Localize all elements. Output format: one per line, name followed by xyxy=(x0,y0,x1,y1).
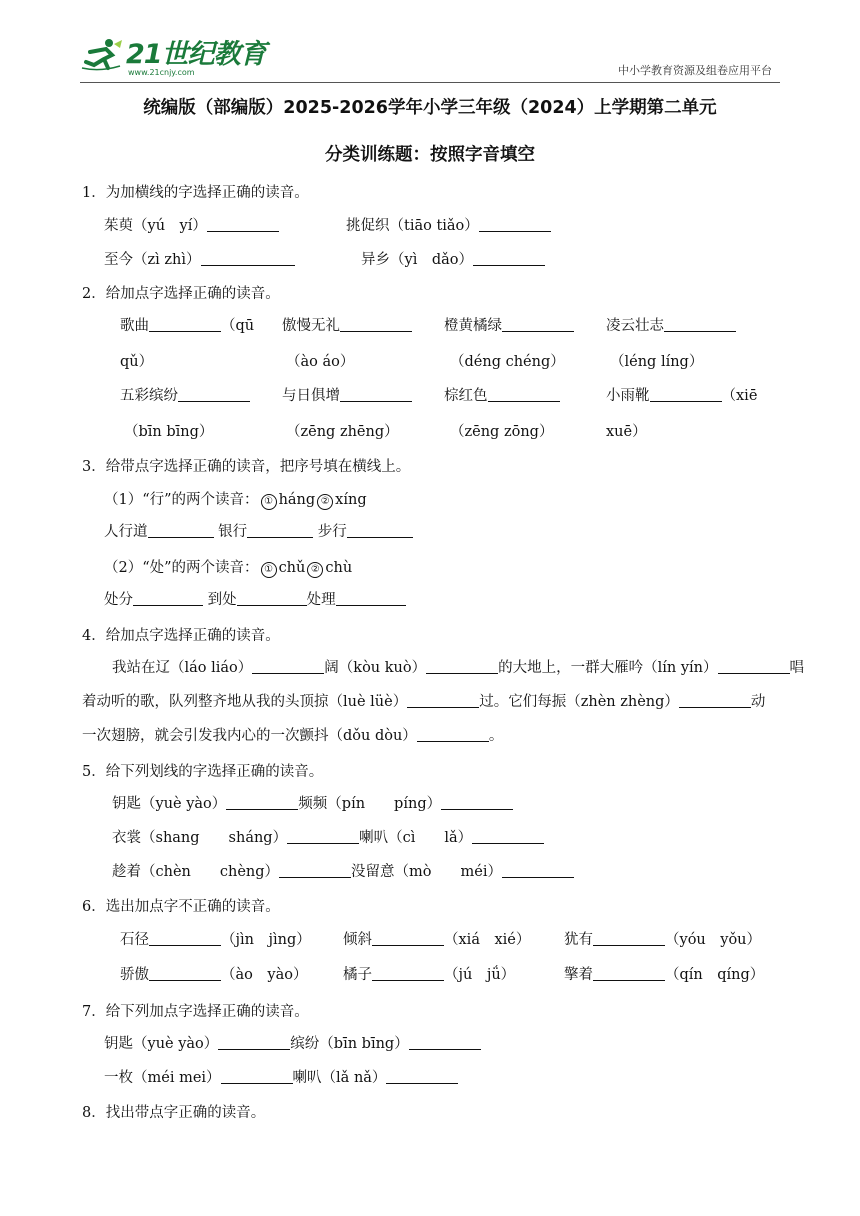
q8-stem: 8．找出带点字正确的读音。 xyxy=(82,1105,266,1121)
answer-blank[interactable] xyxy=(340,385,412,402)
logo-text: 21世纪教育 xyxy=(126,39,266,70)
q7-row: 钥匙（yuè yào） 缤纷（bīn bīng） xyxy=(104,1032,481,1053)
q4-stem: 4．给加点字选择正确的读音。 xyxy=(82,628,280,644)
answer-blank[interactable] xyxy=(386,1067,458,1084)
q1-item: 茱萸（yú yí） xyxy=(104,214,279,235)
q3-row1: 人行道 银行 步行 xyxy=(104,520,413,541)
answer-blank[interactable] xyxy=(247,521,313,538)
answer-blank[interactable] xyxy=(502,315,574,332)
q2-item-cont: xuē） xyxy=(606,424,647,440)
q5-row: 趁着（chèn chèng） 没留意（mò méi） xyxy=(112,860,574,881)
answer-blank[interactable] xyxy=(479,215,551,232)
answer-blank[interactable] xyxy=(679,691,751,708)
q2-item: 小雨靴 （xiē xyxy=(606,384,757,405)
q2-pinyin: （zēng zōng） xyxy=(450,424,554,440)
q6-stem: 6．选出加点字不正确的读音。 xyxy=(82,899,280,915)
q3-stem: 3．给带点字选择正确的读音，把序号填在横线上。 xyxy=(82,459,411,475)
q5-row: 衣裳（shang sháng） 喇叭（cì lǎ） xyxy=(112,826,544,847)
answer-blank[interactable] xyxy=(407,691,479,708)
q2-item: 歌曲 （qū xyxy=(120,314,254,335)
q4-line3: 一次翅膀，就会引发我内心的一次颤抖（dǒu dòu） 。 xyxy=(82,724,503,745)
q2-item: 橙黄橘绿 xyxy=(444,314,574,335)
answer-blank[interactable] xyxy=(218,1033,290,1050)
logo-url: www.21cnjy.com xyxy=(128,68,195,77)
q2-item: 与日俱增 xyxy=(282,384,412,405)
q6-item: 倾斜 （xiá xié） xyxy=(343,928,530,949)
answer-blank[interactable] xyxy=(149,929,221,946)
answer-blank[interactable] xyxy=(336,589,406,606)
q5-stem: 5．给下列划线的字选择正确的读音。 xyxy=(82,764,324,780)
answer-blank[interactable] xyxy=(178,385,250,402)
answer-blank[interactable] xyxy=(237,589,307,606)
answer-blank[interactable] xyxy=(226,793,298,810)
answer-blank[interactable] xyxy=(347,521,413,538)
q3-sub2: （2）“处”的两个读音： ① chǔ ② chù xyxy=(104,560,353,576)
platform-name: 中小学教育资源及组卷应用平台 xyxy=(618,64,772,77)
q2-item: 凌云壮志 xyxy=(606,314,736,335)
q4-line1: 我站在辽（láo liáo） 阔（kòu kuò） 的大地上，一群大雁吟（lín yín） 唱 xyxy=(112,656,804,677)
answer-blank[interactable] xyxy=(664,315,736,332)
answer-blank[interactable] xyxy=(148,521,214,538)
answer-blank[interactable] xyxy=(473,249,545,266)
answer-blank[interactable] xyxy=(279,861,351,878)
answer-blank[interactable] xyxy=(252,657,324,674)
answer-blank[interactable] xyxy=(340,315,412,332)
q2-pinyin: （déng chéng） xyxy=(450,354,565,370)
q2-item: 五彩缤纷 xyxy=(120,384,250,405)
answer-blank[interactable] xyxy=(221,1067,293,1084)
answer-blank[interactable] xyxy=(201,249,295,266)
page-title: 统编版（部编版）2025-2026学年小学三年级（2024）上学期第二单元 xyxy=(143,98,717,118)
answer-blank[interactable] xyxy=(718,657,790,674)
answer-blank[interactable] xyxy=(133,589,203,606)
answer-blank[interactable] xyxy=(149,315,221,332)
runner-icon xyxy=(80,38,124,72)
q7-row: 一枚（méi mei） 喇叭（lǎ nǎ） xyxy=(104,1066,458,1087)
q2-pinyin: （bīn bīng） xyxy=(124,424,214,440)
q2-item-cont: qǔ） xyxy=(120,354,154,370)
answer-blank[interactable] xyxy=(372,964,444,981)
q2-pinyin: （ào áo） xyxy=(286,354,355,370)
q2-item: 傲慢无礼 xyxy=(282,314,412,335)
q1-stem: 1．为加横线的字选择正确的读音。 xyxy=(82,185,309,201)
answer-blank[interactable] xyxy=(593,964,665,981)
q2-item: 棕红色 xyxy=(444,384,560,405)
q2-stem: 2．给加点字选择正确的读音。 xyxy=(82,286,280,302)
answer-blank[interactable] xyxy=(409,1033,481,1050)
answer-blank[interactable] xyxy=(441,793,513,810)
answer-blank[interactable] xyxy=(593,929,665,946)
q2-pinyin: （léng líng） xyxy=(610,354,704,370)
q2-pinyin: （zēng zhēng） xyxy=(286,424,399,440)
q4-line2: 着动听的歌，队列整齐地从我的头顶掠（luè lüè） 过。它们每振（zhèn zhèng） 动 xyxy=(82,690,765,711)
answer-blank[interactable] xyxy=(650,385,722,402)
page-subtitle: 分类训练题：按照字音填空 xyxy=(325,145,535,165)
answer-blank[interactable] xyxy=(488,385,560,402)
answer-blank[interactable] xyxy=(472,827,544,844)
q7-stem: 7．给下列加点字选择正确的读音。 xyxy=(82,1004,309,1020)
q3-sub1: （1）“行”的两个读音： ① háng ② xíng xyxy=(104,492,367,508)
q1-item: 至今（zì zhì） xyxy=(104,248,295,269)
q6-item: 石径 （jìn jìng） xyxy=(120,928,311,949)
q5-row: 钥匙（yuè yào） 频频（pín píng） xyxy=(112,792,513,813)
q1-item: 异乡（yì dǎo） xyxy=(361,248,545,269)
q6-item: 擎着 （qín qíng） xyxy=(564,963,764,984)
q6-item: 犹有 （yóu yǒu） xyxy=(564,928,761,949)
q6-item: 橘子 （jú jǘ） xyxy=(343,963,515,984)
answer-blank[interactable] xyxy=(207,215,279,232)
header-divider xyxy=(80,82,780,83)
answer-blank[interactable] xyxy=(372,929,444,946)
q1-item: 挑促织（tiāo tiǎo） xyxy=(346,214,551,235)
answer-blank[interactable] xyxy=(149,964,221,981)
page-header xyxy=(80,38,780,82)
answer-blank[interactable] xyxy=(287,827,359,844)
logo xyxy=(80,38,266,72)
q3-row2: 处分 到处 处理 xyxy=(104,588,406,609)
answer-blank[interactable] xyxy=(426,657,498,674)
q6-item: 骄傲 （ào yào） xyxy=(120,963,307,984)
answer-blank[interactable] xyxy=(502,861,574,878)
answer-blank[interactable] xyxy=(417,725,489,742)
